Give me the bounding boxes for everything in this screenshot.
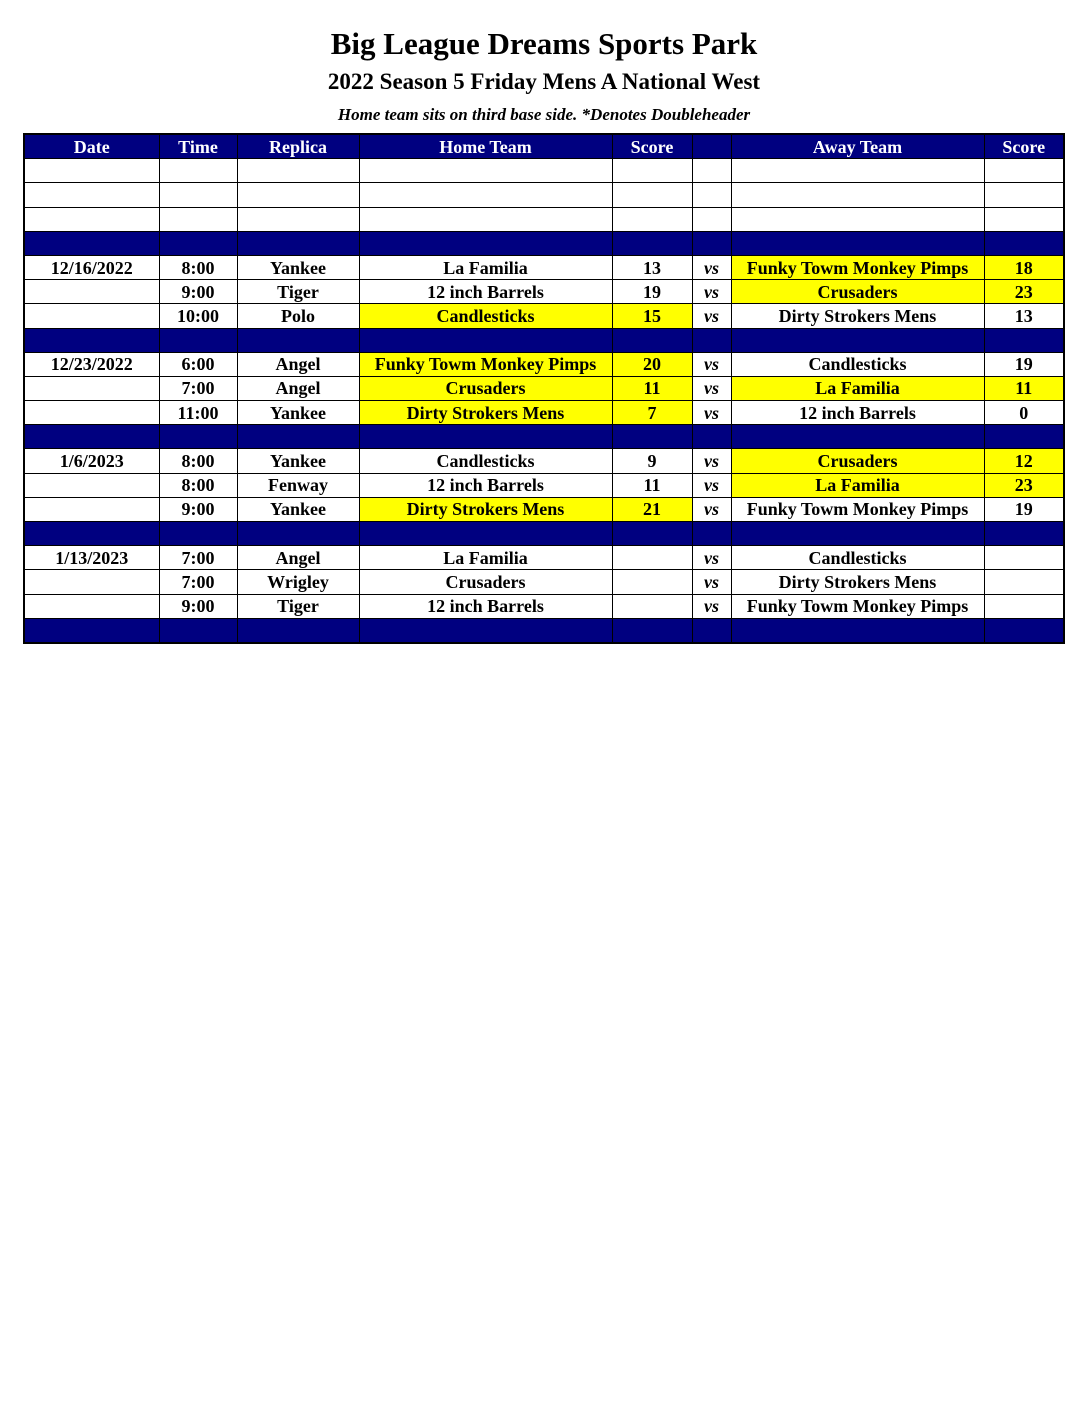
time-cell: 9:00 [159, 280, 237, 304]
home-score-cell: 19 [612, 280, 692, 304]
home-team-cell [359, 159, 612, 183]
replica-cell: Tiger [237, 280, 359, 304]
time-cell: 7:00 [159, 570, 237, 594]
home-score-cell: 15 [612, 304, 692, 328]
away-score-cell: 19 [984, 497, 1064, 521]
home-score-cell: 13 [612, 255, 692, 279]
home-score-cell [612, 522, 692, 546]
away-score-cell [984, 231, 1064, 255]
away-team-cell: La Familia [731, 473, 984, 497]
time-cell [159, 618, 237, 643]
home-team-cell [359, 231, 612, 255]
date-cell: 12/23/2022 [24, 352, 159, 376]
away-team-cell [731, 231, 984, 255]
date-cell [24, 280, 159, 304]
home-team-cell: 12 inch Barrels [359, 473, 612, 497]
date-cell [24, 304, 159, 328]
col-header-date: Date [24, 134, 159, 159]
away-team-cell [731, 618, 984, 643]
home-score-cell: 20 [612, 352, 692, 376]
replica-cell: Angel [237, 376, 359, 400]
header-row [24, 134, 1064, 159]
col-header-replica: Replica [237, 134, 359, 159]
vs-cell: vs [692, 497, 731, 521]
col-header-home-team: Home Team [359, 134, 612, 159]
away-team-cell: Dirty Strokers Mens [731, 570, 984, 594]
away-score-cell: 19 [984, 352, 1064, 376]
date-cell [24, 522, 159, 546]
game-row [24, 546, 1064, 570]
away-team-cell [731, 183, 984, 207]
away-score-cell: 23 [984, 280, 1064, 304]
time-cell: 7:00 [159, 376, 237, 400]
home-team-cell [359, 183, 612, 207]
time-cell [159, 159, 237, 183]
away-team-cell: Funky Towm Monkey Pimps [731, 497, 984, 521]
separator-row [24, 231, 1064, 255]
vs-cell [692, 183, 731, 207]
col-header-time: Time [159, 134, 237, 159]
col-header-away-team: Away Team [731, 134, 984, 159]
vs-cell: vs [692, 570, 731, 594]
date-cell: 12/16/2022 [24, 255, 159, 279]
home-team-cell: La Familia [359, 546, 612, 570]
blank-row [24, 207, 1064, 231]
away-team-cell: Funky Towm Monkey Pimps [731, 255, 984, 279]
vs-cell [692, 328, 731, 352]
away-score-cell [984, 183, 1064, 207]
away-score-cell [984, 522, 1064, 546]
away-score-cell [984, 618, 1064, 643]
vs-cell: vs [692, 280, 731, 304]
vs-cell [692, 159, 731, 183]
away-team-cell: La Familia [731, 376, 984, 400]
away-team-cell: Crusaders [731, 449, 984, 473]
away-score-cell [984, 159, 1064, 183]
date-cell [24, 497, 159, 521]
replica-cell [237, 522, 359, 546]
away-score-cell: 13 [984, 304, 1064, 328]
home-team-cell [359, 425, 612, 449]
home-team-cell: Dirty Strokers Mens [359, 401, 612, 425]
blank-row [24, 159, 1064, 183]
home-team-cell: Crusaders [359, 376, 612, 400]
away-score-cell [984, 425, 1064, 449]
replica-cell [237, 159, 359, 183]
time-cell [159, 231, 237, 255]
away-score-cell [984, 207, 1064, 231]
away-team-cell [731, 159, 984, 183]
vs-cell: vs [692, 376, 731, 400]
time-cell [159, 328, 237, 352]
page-title: Big League Dreams Sports Park [330, 26, 758, 61]
home-score-cell: 9 [612, 449, 692, 473]
game-row [24, 304, 1064, 328]
replica-cell: Wrigley [237, 570, 359, 594]
home-score-cell: 11 [612, 376, 692, 400]
game-row [24, 352, 1064, 376]
away-score-cell [984, 594, 1064, 618]
col-header-away-score: Score [984, 134, 1064, 159]
home-score-cell [612, 207, 692, 231]
away-score-cell: 11 [984, 376, 1064, 400]
schedule-note: Home team sits on third base side. *Denotes Doubleheader [337, 105, 751, 124]
away-team-cell [731, 522, 984, 546]
replica-cell [237, 328, 359, 352]
replica-cell [237, 183, 359, 207]
season-subtitle: 2022 Season 5 Friday Mens A National West [327, 69, 761, 94]
time-cell: 6:00 [159, 352, 237, 376]
date-cell [24, 594, 159, 618]
vs-cell [692, 425, 731, 449]
date-cell [24, 376, 159, 400]
vs-cell [692, 618, 731, 643]
blank-row [24, 183, 1064, 207]
replica-cell [237, 231, 359, 255]
away-score-cell: 12 [984, 449, 1064, 473]
date-cell [24, 159, 159, 183]
game-row [24, 401, 1064, 425]
date-cell: 1/13/2023 [24, 546, 159, 570]
time-cell: 9:00 [159, 497, 237, 521]
replica-cell: Angel [237, 352, 359, 376]
away-team-cell [731, 207, 984, 231]
home-team-cell [359, 207, 612, 231]
time-cell: 8:00 [159, 473, 237, 497]
time-cell [159, 522, 237, 546]
home-team-cell [359, 522, 612, 546]
replica-cell: Yankee [237, 401, 359, 425]
vs-cell: vs [692, 352, 731, 376]
replica-cell: Yankee [237, 449, 359, 473]
time-cell: 8:00 [159, 255, 237, 279]
vs-cell: vs [692, 546, 731, 570]
separator-row [24, 328, 1064, 352]
game-row [24, 280, 1064, 304]
home-score-cell: 21 [612, 497, 692, 521]
replica-cell: Fenway [237, 473, 359, 497]
replica-cell: Tiger [237, 594, 359, 618]
away-team-cell: 12 inch Barrels [731, 401, 984, 425]
home-team-cell [359, 328, 612, 352]
home-team-cell: Candlesticks [359, 449, 612, 473]
date-cell [24, 207, 159, 231]
col-header-home-score: Score [612, 134, 692, 159]
separator-row [24, 522, 1064, 546]
time-cell [159, 207, 237, 231]
time-cell [159, 425, 237, 449]
separator-row [24, 425, 1064, 449]
home-team-cell: 12 inch Barrels [359, 280, 612, 304]
home-score-cell [612, 328, 692, 352]
home-team-cell: La Familia [359, 255, 612, 279]
home-score-cell [612, 183, 692, 207]
replica-cell: Polo [237, 304, 359, 328]
date-cell [24, 473, 159, 497]
away-team-cell: Funky Towm Monkey Pimps [731, 594, 984, 618]
game-row [24, 376, 1064, 400]
date-cell [24, 618, 159, 643]
game-row [24, 449, 1064, 473]
game-row [24, 570, 1064, 594]
game-row [24, 497, 1064, 521]
time-cell: 8:00 [159, 449, 237, 473]
date-cell [24, 183, 159, 207]
game-row [24, 473, 1064, 497]
separator-row [24, 618, 1064, 643]
replica-cell: Yankee [237, 497, 359, 521]
replica-cell [237, 207, 359, 231]
away-team-cell [731, 425, 984, 449]
vs-cell: vs [692, 304, 731, 328]
home-score-cell [612, 425, 692, 449]
home-score-cell: 11 [612, 473, 692, 497]
away-score-cell [984, 328, 1064, 352]
date-cell [24, 401, 159, 425]
replica-cell [237, 618, 359, 643]
col-header-vs [692, 134, 731, 159]
schedule-body [24, 159, 1064, 643]
home-score-cell: 7 [612, 401, 692, 425]
vs-cell [692, 522, 731, 546]
vs-cell: vs [692, 594, 731, 618]
away-team-cell: Candlesticks [731, 546, 984, 570]
away-score-cell: 18 [984, 255, 1064, 279]
home-score-cell [612, 546, 692, 570]
date-cell [24, 570, 159, 594]
home-score-cell [612, 231, 692, 255]
away-score-cell: 0 [984, 401, 1064, 425]
time-cell [159, 183, 237, 207]
time-cell: 9:00 [159, 594, 237, 618]
home-team-cell: 12 inch Barrels [359, 594, 612, 618]
date-cell [24, 328, 159, 352]
away-team-cell: Crusaders [731, 280, 984, 304]
away-team-cell [731, 328, 984, 352]
away-score-cell: 23 [984, 473, 1064, 497]
home-score-cell [612, 159, 692, 183]
time-cell: 7:00 [159, 546, 237, 570]
replica-cell: Angel [237, 546, 359, 570]
home-team-cell: Candlesticks [359, 304, 612, 328]
replica-cell [237, 425, 359, 449]
home-score-cell [612, 594, 692, 618]
vs-cell [692, 207, 731, 231]
game-row [24, 255, 1064, 279]
away-score-cell [984, 570, 1064, 594]
home-score-cell [612, 618, 692, 643]
vs-cell [692, 231, 731, 255]
home-team-cell: Crusaders [359, 570, 612, 594]
home-score-cell [612, 570, 692, 594]
schedule-table [23, 133, 1065, 644]
away-team-cell: Candlesticks [731, 352, 984, 376]
away-team-cell: Dirty Strokers Mens [731, 304, 984, 328]
vs-cell: vs [692, 401, 731, 425]
replica-cell: Yankee [237, 255, 359, 279]
time-cell: 11:00 [159, 401, 237, 425]
home-team-cell: Funky Towm Monkey Pimps [359, 352, 612, 376]
home-team-cell [359, 618, 612, 643]
vs-cell: vs [692, 449, 731, 473]
time-cell: 10:00 [159, 304, 237, 328]
date-cell [24, 231, 159, 255]
vs-cell: vs [692, 255, 731, 279]
away-score-cell [984, 546, 1064, 570]
date-cell [24, 425, 159, 449]
home-team-cell: Dirty Strokers Mens [359, 497, 612, 521]
vs-cell: vs [692, 473, 731, 497]
game-row [24, 594, 1064, 618]
date-cell: 1/6/2023 [24, 449, 159, 473]
